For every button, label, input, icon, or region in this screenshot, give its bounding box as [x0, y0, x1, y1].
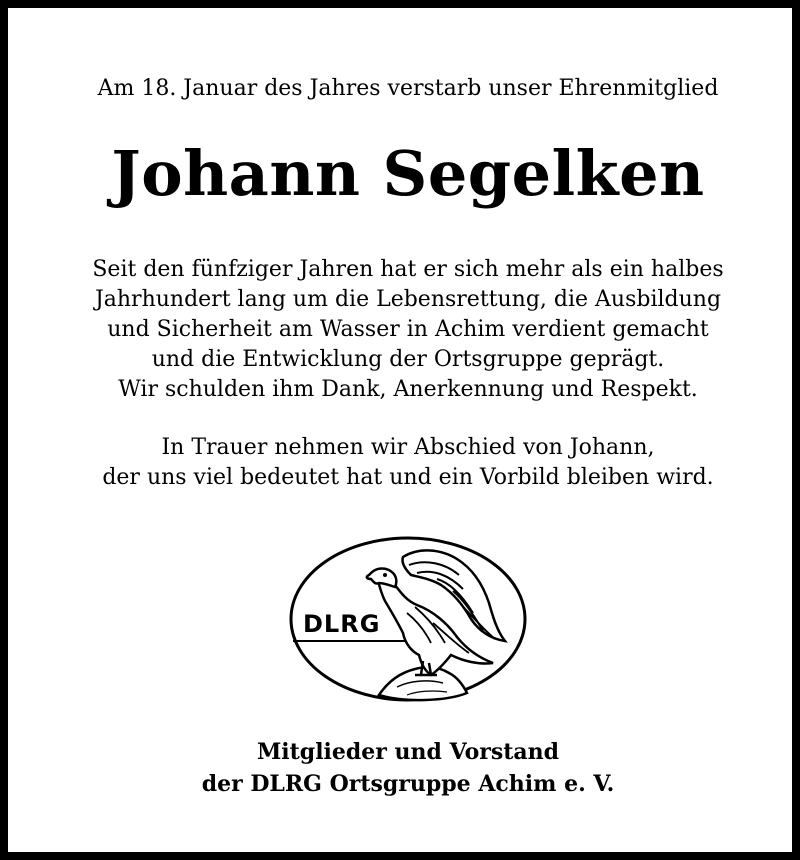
signature-line: Mitglieder und Vorstand	[256, 739, 560, 765]
tribute-line: und Sicherheit am Wasser in Achim verdient gemacht	[107, 317, 709, 342]
tribute-paragraph	[8, 255, 800, 405]
tribute-line: Seit den fünfziger Jahren hat er sich mehr als ein halbes	[92, 257, 724, 282]
tribute-line: Wir schulden ihm Dank, Anerkennung und Respekt.	[118, 377, 698, 402]
tribute-line: Jahrhundert lang um die Lebensrettung, die Ausbildung	[94, 287, 722, 312]
deceased-name: Johann Segelken	[111, 137, 705, 210]
signature-line: der DLRG Ortsgruppe Achim e. V.	[201, 771, 615, 797]
mourning-line: In Trauer nehmen wir Abschied von Johann,	[161, 435, 655, 460]
signature-block	[8, 736, 800, 800]
mourning-paragraph	[8, 433, 800, 493]
logo-text: DLRG	[303, 610, 381, 638]
tribute-line: und die Entwicklung der Ortsgruppe geprägt.	[151, 347, 665, 372]
dlrg-eagle-logo-icon	[287, 535, 529, 703]
intro-text: Am 18. Januar des Jahres verstarb unser Ehrenmitglied	[97, 76, 719, 101]
mourning-line: der uns viel bedeutet hat und ein Vorbild bleiben wird.	[102, 465, 714, 490]
